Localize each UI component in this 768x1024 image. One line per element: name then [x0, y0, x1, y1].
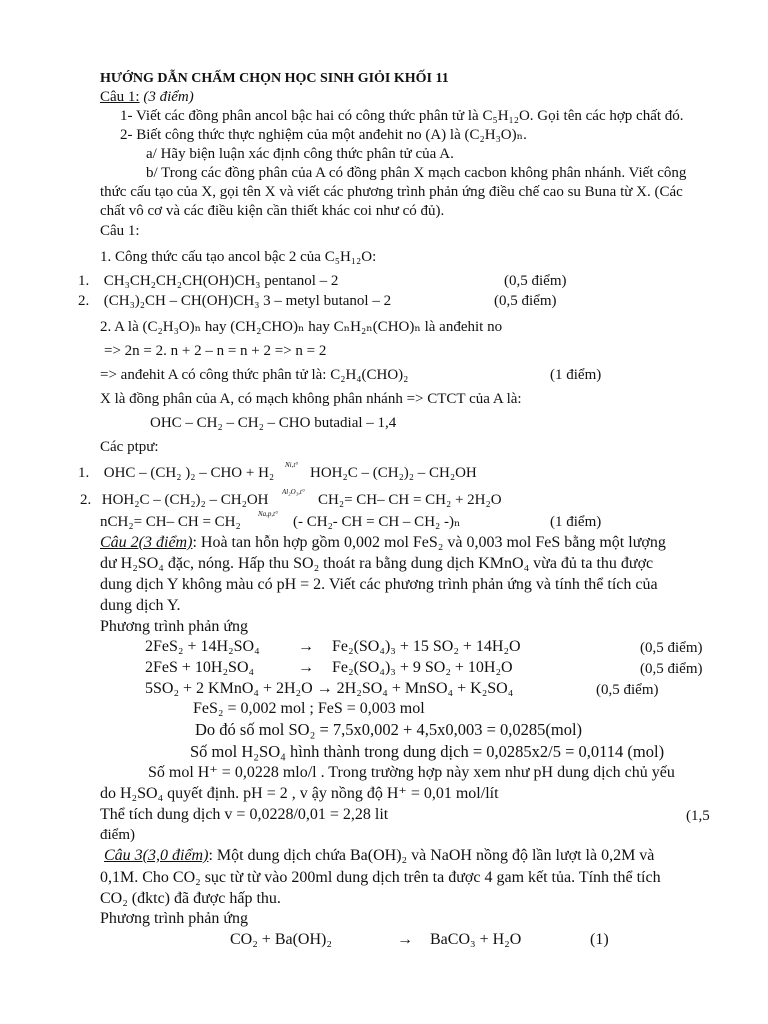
- reaction-number: 2.: [80, 492, 92, 508]
- q2-line2: dư H₂SO₄ đặc, nóng. Hấp thu SO₂ thoát ra bằng dung dịch KMnO₄ vừa đủ ta thu được: [100, 555, 654, 572]
- reaction-left: OHC – (CH₂ )₂ – CHO + H₂: [103, 465, 275, 481]
- q2-equation-1-score: (0,5 điểm): [640, 640, 703, 656]
- q2-calc-6-score-cont: điểm): [100, 827, 135, 843]
- q1-answer-1-item-1-score: (0,5 điểm): [504, 273, 567, 289]
- q2-calc-1: FeS₂ = 0,002 mol ; FeS = 0,003 mol: [193, 700, 425, 717]
- q1-answer-2-line2: => 2n = 2. n + 2 – n = n + 2 => n = 2: [104, 343, 327, 359]
- q2-calc-6: Thể tích dung dịch v = 0,0228/0,01 = 2,28 lit: [100, 806, 389, 823]
- q1-part2: 2- Biết công thức thực nghiệm của một anđehit no (A) là (C₂H₃O)ₙ.: [120, 127, 527, 143]
- q1-answer-2-line3: => anđehit A có công thức phân tử là: C₂H₄(CHO)₂: [100, 367, 409, 383]
- q1-answer-2-line3-score: (1 điểm): [550, 367, 602, 383]
- q2-calc-4: Số mol H⁺ = 0,0228 mlo/l . Trong trường hợp này xem như pH dung dịch chủ yếu: [148, 764, 675, 781]
- q2-line4: dung dịch Y.: [100, 597, 181, 614]
- q1-answer-2-line4: X là đồng phân của A, có mạch không phân nhánh => CTCT của A là:: [100, 391, 522, 407]
- document-title: HƯỚNG DẪN CHẤM CHỌN HỌC SINH GIỎI KHỐI 11: [100, 71, 449, 86]
- q3-line2: 0,1M. Cho CO₂ sục từ từ vào 200ml dung dịch trên ta được 4 gam kết tủa. Tính thể tích: [100, 869, 661, 886]
- item-number: 1.: [78, 273, 90, 289]
- q3-equations-heading: Phương trình phản ứng: [100, 910, 249, 927]
- q1-part2a: a/ Hãy biện luận xác định công thức phân tử của A.: [146, 146, 454, 162]
- q1-heading: Câu 1:: [100, 89, 140, 105]
- q1-part2b-line1: b/ Trong các đồng phân của A có đồng phân X mạch cacbon không phân nhánh. Viết công: [146, 165, 687, 181]
- q1-answer-2-line1: 2. A là (C₂H₃O)ₙ hay (CH₂CHO)ₙ hay CₙH₂ₙ(CHO)ₙ là anđehit no: [100, 319, 503, 335]
- q2-equation-1-left: 2FeS₂ + 14H₂SO₄: [145, 638, 260, 655]
- q2-calc-3: Số mol H₂SO₄ hình thành trong dung dịch = 0,0285x2/5 = 0,0114 (mol): [190, 742, 665, 761]
- q1-reaction-1-right: HOH₂C – (CH₂)₂ – CH₂OH: [310, 465, 477, 481]
- q2-equation-1-right: Fe₂(SO₄)₃ + 15 SO₂ + 14H₂O: [332, 638, 521, 655]
- q1-points: (3 điểm): [143, 89, 194, 105]
- q2-text: : Hoà tan hỗn hợp gồm 0,002 mol FeS₂ và 0,003 mol FeS bằng một lượng: [192, 534, 666, 551]
- q1-reaction-1-condition: Ni,t°: [285, 461, 299, 469]
- reaction-number: 1.: [78, 465, 90, 481]
- q1-part1: 1- Viết các đồng phân ancol bậc hai có công thức phân tử là C₅H₁₂O. Gọi tên các hợp chất đó.: [120, 108, 684, 124]
- q2-equation-3: 5SO₂ + 2 KMnO₄ + 2H₂O → 2H₂SO₄ + MnSO₄ + K₂SO₄: [145, 680, 514, 697]
- q1-answer-1-item-2-score: (0,5 điểm): [494, 293, 557, 309]
- q3-text: : Một dung dịch chứa Ba(OH)₂ và NaOH nồng độ lần lượt là 0,2M và: [208, 847, 655, 864]
- q2-calc-2: Do đó số mol SO₂ = 7,5x0,002 + 4,5x0,003 = 0,0285(mol): [195, 720, 583, 739]
- q1-answer-heading: Câu 1:: [100, 223, 140, 239]
- q1-part2b-line2: thức cấu tạo của X, gọi tên X và viết các phương trình phản ứng điều chế cao su Buna từ X. (Các: [100, 184, 683, 200]
- q2-equation-2-score: (0,5 điểm): [640, 661, 703, 677]
- q3-equation-1-arrow: →: [397, 931, 413, 948]
- q1-reaction-2-right: CH₂= CH– CH = CH₂ + 2H₂O: [318, 492, 502, 508]
- q1-reaction-3-condition: Na,p,t°: [258, 510, 278, 518]
- q2-calc-6-score: (1,5: [686, 808, 710, 824]
- q1-answer-1: 1. Công thức cấu tạo ancol bậc 2 của C₅H₁₂O:: [100, 249, 377, 265]
- q2-heading: Câu 2(3 điểm): [100, 534, 193, 551]
- q1-part2b-line3: chất vô cơ và các điều kiện cần thiết khác coi như có đủ).: [100, 203, 445, 219]
- q2-equation-3-score: (0,5 điểm): [596, 682, 659, 698]
- q2-equation-2-right: Fe₂(SO₄)₃ + 9 SO₂ + 10H₂O: [332, 659, 513, 676]
- q2-equation-2-left: 2FeS + 10H₂SO₄: [145, 659, 255, 676]
- q1-reaction-3-score: (1 điểm): [550, 514, 602, 530]
- q2-equation-2-arrow: →: [298, 659, 314, 676]
- q3-equation-1-right: BaCO₃ + H₂O: [430, 931, 522, 948]
- q2-line3: dung dịch Y không màu có pH = 2. Viết các phương trình phản ứng và tính thể tích của: [100, 576, 658, 593]
- q2-calc-5: do H₂SO₄ quyết định. pH = 2 , v ậy nồng độ H⁺ = 0,01 mol/lít: [100, 785, 499, 802]
- q1-reactions-heading: Các ptpư:: [100, 439, 159, 455]
- item-text: CH₃CH₂CH₂CH(OH)CH₃ pentanol – 2: [103, 273, 339, 289]
- q3-equation-1-left: CO₂ + Ba(OH)₂: [230, 931, 332, 948]
- reaction-left: HOH₂C – (CH₂)₂ – CH₂OH: [101, 492, 269, 508]
- item-text: (CH₃)₂CH – CH(OH)CH₃ 3 – metyl butanol – 2: [103, 293, 392, 309]
- q1-answer-2-line5: OHC – CH₂ – CH₂ – CHO butadial – 1,4: [150, 415, 397, 431]
- item-number: 2.: [78, 293, 90, 309]
- q1-reaction-2-condition: Al₂O₃,t°: [282, 488, 305, 496]
- q1-reaction-3-left: nCH₂= CH– CH = CH₂: [100, 514, 241, 530]
- q3-equation-1-number: (1): [590, 931, 609, 948]
- q1-reaction-3-right: (- CH₂- CH = CH – CH₂ -)ₙ: [293, 514, 461, 530]
- q2-equation-1-arrow: →: [298, 638, 314, 655]
- q2-equations-heading: Phương trình phản ứng: [100, 618, 249, 635]
- q3-heading: Câu 3(3,0 điểm): [104, 847, 209, 864]
- q3-line3: CO₂ (đktc) đã được hấp thu.: [100, 890, 281, 907]
